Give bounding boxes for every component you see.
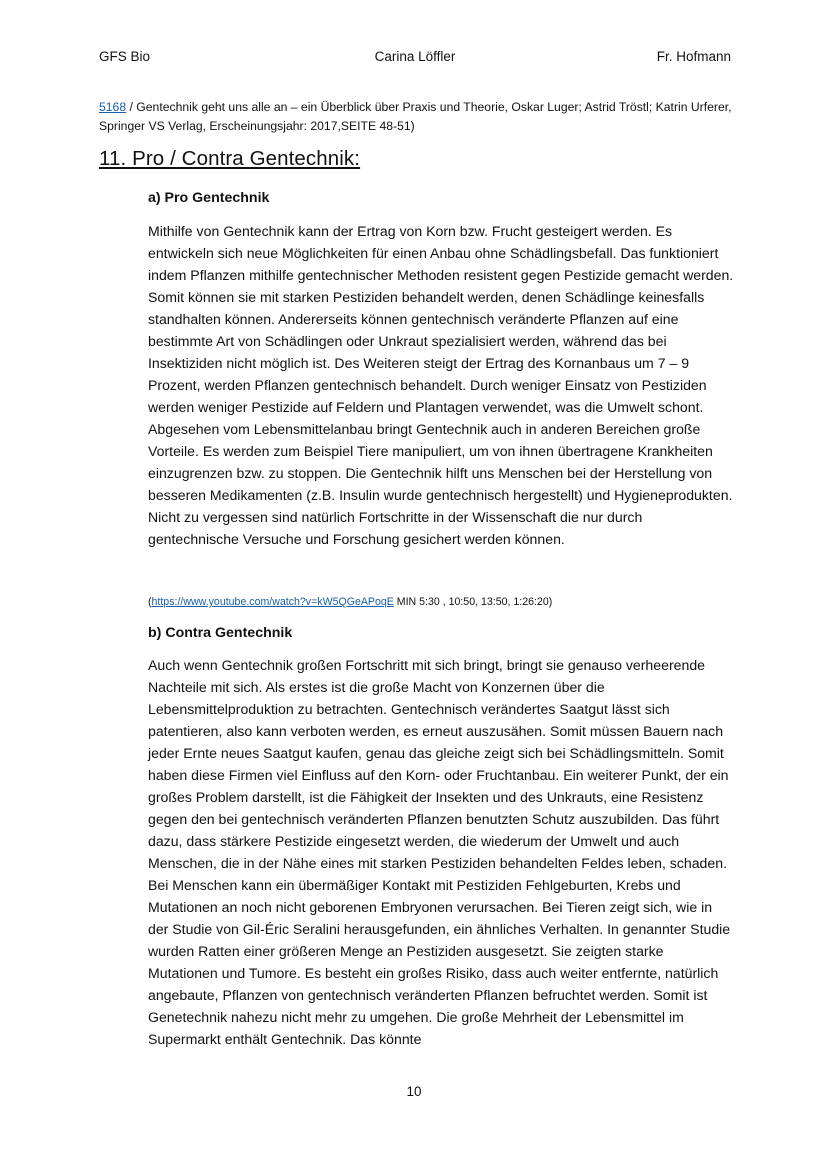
pro-paragraph: Mithilfe von Gentechnik kann der Ertrag von Korn bzw. Frucht gesteigert werden. Es entwickeln sich neue Möglichkeiten für einen Anbau ohne Schädlingsbefall. Das funktioniert indem Pflanzen mithilfe gentechnischer Methoden resistent gegen Pestizide gemacht werden. Somit können sie mit starken Pestiziden behandelt werden, denen Schädlinge keinesfalls standhalten können. Andererseits können gentechnisch veränderte Pflanzen auf eine bestimmte Art von Schädlingen oder Unkraut spezialisiert werden, während das bei Insektiziden nicht möglich ist. Des Weiteren steigt der Ertrag des Kornanbaus um 7 – 9 Prozent, werden Pflanzen gentechnisch behandelt. Durch weniger Einsatz von Pestiziden werden weniger Pestizide auf Feldern und Plantagen verwendet, was die Umwelt schont. Abgesehen vom Lebensmittelanbau bringt Gentechnik auch in anderen Bereichen große Vorteile. Es werden zum Beispiel Tiere manipuliert, um von ihnen übertragene Krankheiten einzugrenzen bzw. zu stoppen. Die Gentechnik hilft uns Menschen bei der Herstellung von besseren Medikamenten (z.B. Insulin wurde gentechnisch hergestellt) und Hygieneprodukten. Nicht zu vergessen sind natürlich Fortschritte in der Wissenschaft die nur durch gentechnische Versuche und Forschung gesichert werden können. [148, 223, 734, 547]
reference-text: / Gentechnik geht uns alle an – ein Überblick über Praxis und Theorie, Oskar Luger; Astrid Tröstl; Katrin Urferer, Springer VS Verlag, Erscheinungsjahr: 2017,SEITE 48-51) [99, 100, 732, 133]
source-citation [148, 595, 734, 609]
header-course: GFS Bio [99, 49, 151, 64]
contra-heading: b) Contra Gentechnik [148, 625, 293, 641]
page-header [99, 49, 731, 69]
source-rest: MIN 5:30 , 10:50, 13:50, 1:26:20) [393, 596, 553, 608]
source-link[interactable]: https://www.youtube.com/watch?v=kW5QGeAPoqE [151, 596, 394, 608]
reference-link[interactable]: 5168 [99, 100, 127, 114]
section-title: 11. Pro / Contra Gentechnik: [99, 147, 361, 170]
pro-heading: a) Pro Gentechnik [148, 190, 270, 206]
contra-paragraph: Auch wenn Gentechnik großen Fortschritt mit sich bringt, bringt sie genauso verheerende Nachteile mit sich. Als erstes ist die große Macht von Konzernen über die Lebensmittelproduktion zu betrachten. Gentechnisch verändertes Saatgut lässt sich patentieren, also kann verboten werden, es erneut auszusähen. Somit müssen Bauern nach jeder Ernte neues Saatgut kaufen, genau das gleiche zeigt sich bei Schädlingsmitteln. Somit haben diese Firmen viel Einfluss auf den Korn- oder Fruchtanbau. Ein weiterer Punkt, der ein großes Problem darstellt, ist die Fähigkeit der Insekten und des Unkrauts, eine Resistenz gegen den bei gentechnisch veränderten Pflanzen benutzten Schutz auszubilden. Das führt dazu, dass stärkere Pestizide eingesetzt werden, die wiederum der Umwelt und auch Menschen, die in der Nähe eines mit starken Pestiziden behandelten Feldes leben, schaden. Bei Menschen kann ein übermäßiger Kontakt mit Pestiziden Fehlgeburten, Krebs und Mutationen an noch nicht geborenen Embryonen verursachen. Bei Tieren zeigt sich, wie in der Studie von Gil-Éric Seralini herausgefunden, ein ähnliches Verhalten. In genannter Studie wurden Ratten einer größeren Menge an Pestiziden ausgesetzt. Sie zeigten starke Mutationen und Tumore. Es besteht ein großes Risiko, dass auch weiter entfernte, natürlich angebaute, Pflanzen von gentechnisch veränderten Pflanzen befruchtet werden. Somit ist Genetechnik nahezu nicht mehr zu umgehen. Die große Mehrheit der Lebensmittel im Supermarkt enthält Gentechnik. Das könnte [148, 657, 731, 1047]
reference-citation [99, 98, 739, 136]
source-open: ( [148, 596, 152, 608]
header-teacher: Fr. Hofmann [656, 49, 731, 64]
header-author: Carina Löffler [374, 49, 456, 64]
page-number: 10 [406, 1084, 422, 1099]
